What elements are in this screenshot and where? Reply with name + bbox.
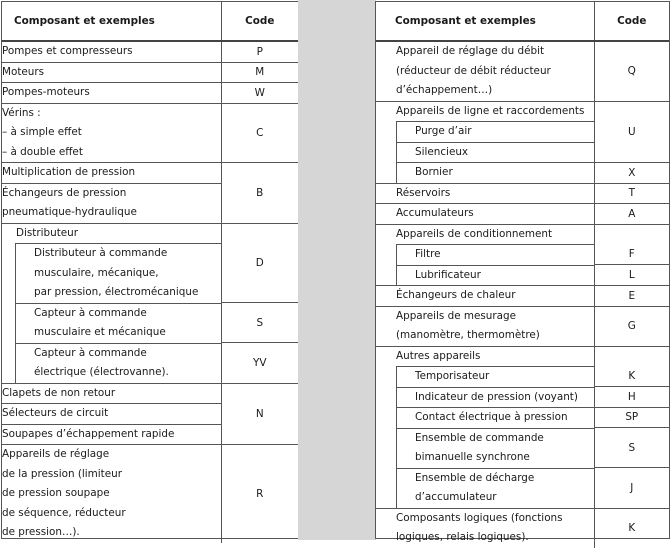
component-label: musculaire et mécanique [34, 326, 166, 338]
code-cell: D [221, 223, 298, 303]
table-row [376, 41, 669, 101]
component-label: de séquence, réducteur [2, 506, 126, 519]
code-cell: T [594, 183, 669, 204]
code-cell: G [594, 306, 669, 346]
component-label: Sélecteurs de circuit [2, 407, 109, 419]
component-label: Capteur à commande [34, 306, 147, 319]
table-row [2, 41, 298, 62]
code-cell: Q [594, 41, 669, 101]
code-cell: E [594, 286, 669, 307]
component-label: Temporisateur [415, 370, 490, 382]
component-label: Échangeurs de chaleur [396, 289, 516, 301]
table-row [376, 387, 669, 408]
component-label: (réducteur de débit réducteur [396, 64, 551, 77]
component-label: d’échappement…) [396, 84, 493, 96]
code-cell [594, 224, 669, 265]
code-cell: A [594, 204, 669, 225]
right-table [376, 2, 669, 548]
component-label: Appareils de réglage [2, 448, 110, 460]
component-label: de pression soupape [2, 487, 110, 499]
column-header-code: Code [594, 2, 669, 41]
table-row [376, 468, 669, 509]
code-cell: N [221, 383, 298, 445]
component-label: Appareil de réglage du débit [396, 45, 545, 57]
component-label: Pompes-moteurs [2, 86, 90, 98]
sub-item [396, 387, 594, 408]
code-cell: R [221, 445, 298, 543]
code-cell: S [594, 428, 669, 468]
sub-item [396, 244, 594, 265]
center-gutter [298, 0, 376, 540]
sub-item [396, 142, 594, 163]
component-label: électrique (électrovanne). [34, 366, 169, 378]
table-row [2, 163, 298, 184]
component-label: Silencieux [415, 145, 469, 158]
component-label: Pompes et compresseurs [2, 45, 133, 57]
left-table [2, 2, 298, 543]
component-label: Lubrificateur [415, 268, 481, 281]
component-label: par pression, électromécanique [34, 286, 199, 298]
component-label: Autres appareils [396, 349, 481, 362]
component-label: Soupapes d’échappement rapide [2, 427, 175, 440]
component-label: Composants logiques (fonctions [396, 511, 563, 524]
sub-item [15, 303, 221, 343]
component-label: logiques, relais logiques). [396, 531, 529, 543]
table-row [2, 343, 298, 384]
table-row [2, 445, 298, 543]
component-label: Appareils de conditionnement [396, 227, 553, 240]
table-row [2, 223, 298, 303]
component-label: Accumulateurs [396, 207, 474, 219]
code-cell [594, 346, 669, 387]
table-row [376, 204, 669, 225]
component-label: – à simple effet [2, 126, 82, 138]
component-label: Indicateur de pression (voyant) [415, 390, 578, 403]
sub-item [396, 428, 594, 468]
code-value: F [628, 247, 635, 260]
component-label: Contact électrique à pression [415, 411, 568, 423]
table-row [376, 265, 669, 286]
component-label: Appareils de ligne et raccordements [396, 104, 585, 117]
left-table-panel [1, 1, 299, 539]
code-cell: W [221, 83, 298, 104]
component-label: Distributeur [16, 226, 79, 239]
component-label: Purge d’air [415, 125, 472, 137]
code-cell: U [594, 101, 669, 162]
sub-item [15, 343, 221, 383]
sub-item [15, 243, 221, 303]
component-label: Filtre [415, 248, 441, 260]
component-label: Clapets de non retour [2, 386, 116, 399]
table-row [376, 407, 669, 428]
component-label: Capteur à commande [34, 346, 147, 359]
table-row [376, 162, 669, 183]
table-row [2, 83, 298, 104]
component-label: Ensemble de décharge [415, 471, 535, 484]
component-label: Moteurs [2, 65, 45, 78]
code-cell: P [221, 41, 298, 62]
table-row [376, 224, 669, 265]
code-cell: L [594, 265, 669, 286]
component-label: Multiplication de pression [2, 166, 136, 178]
sub-item [396, 366, 594, 387]
component-label: Distributeur à commande [34, 247, 168, 259]
component-label: Échangeurs de pression [2, 186, 127, 199]
sub-item [396, 162, 594, 183]
component-label: de la pression (limiteur [2, 467, 122, 480]
table-row [2, 103, 298, 163]
code-cell: B [221, 163, 298, 224]
component-label: pneumatique-hydraulique [2, 206, 137, 218]
column-header-code: Code [221, 2, 298, 41]
code-cell: H [594, 387, 669, 408]
code-cell: SP [594, 407, 669, 428]
sub-item [396, 468, 594, 508]
code-cell: M [221, 62, 298, 83]
table-row [376, 101, 669, 162]
component-label: – à double effet [2, 145, 83, 158]
code-cell: C [221, 103, 298, 163]
table-row [376, 508, 669, 548]
code-cell: K [594, 508, 669, 548]
column-header-component: Composant et exemples [14, 15, 155, 27]
code-value: K [628, 369, 636, 382]
table-row [2, 303, 298, 343]
component-label: musculaire, mécanique, [34, 266, 159, 279]
code-cell: YV [221, 343, 298, 384]
code-cell: S [221, 303, 298, 343]
component-label: Réservoirs [396, 186, 451, 199]
component-label: bimanuelle synchrone [415, 451, 530, 463]
table-row [376, 286, 669, 307]
right-table-panel [375, 1, 670, 543]
component-label: de pression…). [2, 526, 80, 538]
component-label: Bornier [415, 166, 453, 178]
table-row [376, 183, 669, 204]
code-cell: J [594, 468, 669, 509]
sub-item [396, 121, 594, 142]
component-label: Ensemble de commande [415, 431, 544, 444]
sub-item [396, 265, 594, 286]
column-header-component: Composant et exemples [395, 15, 536, 27]
component-label: (manomètre, thermomètre) [396, 329, 540, 341]
component-label: d’accumulateur [415, 491, 497, 503]
sub-item [396, 407, 594, 428]
code-cell: X [594, 162, 669, 183]
table-row [376, 346, 669, 387]
table-row [2, 62, 298, 83]
component-label: Appareils de mesurage [396, 309, 517, 322]
component-label: Vérins : [2, 106, 41, 119]
table-row [376, 306, 669, 346]
table-row [2, 383, 298, 404]
table-row [376, 428, 669, 468]
